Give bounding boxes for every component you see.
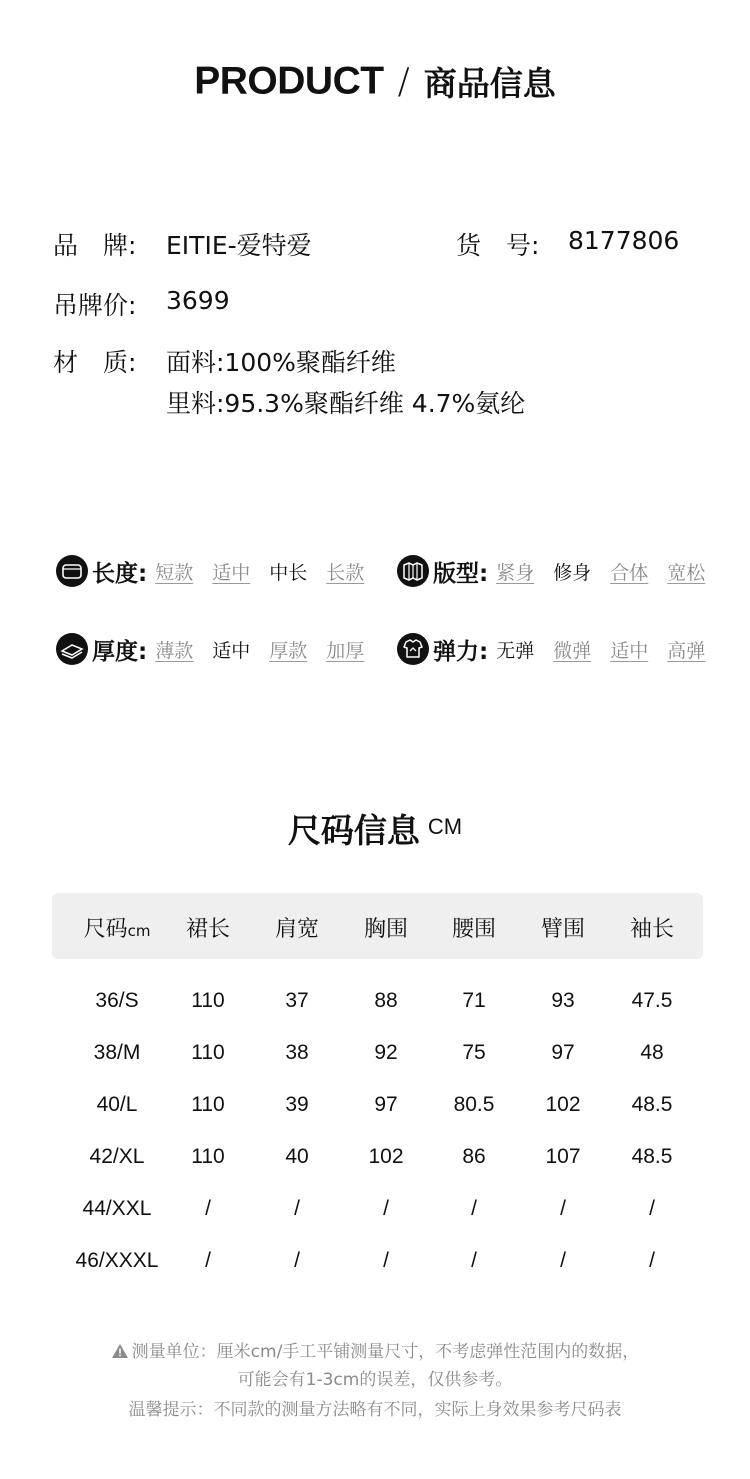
length-icon xyxy=(56,555,88,587)
cell-shoulder: 40 xyxy=(285,1145,309,1168)
size-title-unit: CM xyxy=(427,814,463,839)
brand-value: EITIE-爱特爱 xyxy=(166,231,312,260)
warm-tip: 温馨提示：不同款的测量方法略有不同，实际上身效果参考尺码表 xyxy=(128,1400,622,1420)
cell-waist: / xyxy=(471,1197,477,1220)
size-section-title xyxy=(0,805,750,852)
cell-size: 36/S xyxy=(95,989,139,1012)
length-option-medium: 适中 xyxy=(212,561,251,584)
thickness-option-medium: 适中 xyxy=(212,639,251,662)
fit-option-tight: 紧身 xyxy=(496,561,535,584)
cell-sleeve: 47.5 xyxy=(631,989,673,1012)
cell-shoulder: / xyxy=(294,1249,300,1272)
measurement-note-line2: 可能会有1-3cm的误差，仅供参考。 xyxy=(237,1370,513,1390)
cell-shoulder: / xyxy=(294,1197,300,1220)
fit-option-slim: 修身 xyxy=(553,561,592,584)
header-waist: 腰围 xyxy=(451,917,497,942)
attr-elasticity xyxy=(397,631,705,667)
cell-bust: 97 xyxy=(374,1093,398,1116)
thickness-option-thick: 厚款 xyxy=(269,639,308,662)
cell-size: 40/L xyxy=(96,1093,138,1116)
length-option-long: 长款 xyxy=(326,561,365,584)
material-lining: 里料:95.3%聚酯纤维 4.7%氨纶 xyxy=(166,389,526,418)
header-size-label: 尺码 xyxy=(83,917,128,942)
elasticity-option-slight: 微弹 xyxy=(553,639,592,662)
header-shoulder: 肩宽 xyxy=(274,917,320,942)
cell-skirt-length: 110 xyxy=(191,1041,225,1064)
cell-arm: / xyxy=(560,1249,566,1272)
title-separator: / xyxy=(397,61,410,102)
cell-bust: / xyxy=(383,1249,389,1272)
cell-bust: 88 xyxy=(374,989,398,1012)
cell-size: 38/M xyxy=(93,1041,141,1064)
cell-shoulder: 37 xyxy=(285,989,309,1012)
fit-option-regular: 合体 xyxy=(610,561,649,584)
header-arm: 臂围 xyxy=(540,917,586,942)
header-bust: 胸围 xyxy=(363,917,409,942)
title-english: PRODUCT xyxy=(194,59,384,103)
attr-thickness xyxy=(56,631,364,667)
attr-thickness-name: 厚度: xyxy=(92,638,148,665)
attr-elasticity-name: 弹力: xyxy=(433,638,489,665)
sku-label: 货 号: xyxy=(456,231,540,260)
cell-sleeve: 48 xyxy=(640,1041,664,1064)
cell-arm: 102 xyxy=(545,1093,581,1116)
thickness-option-extra-thick: 加厚 xyxy=(326,639,365,662)
elasticity-option-none: 无弹 xyxy=(496,639,535,662)
price-value: 3699 xyxy=(166,286,230,315)
cell-skirt-length: 110 xyxy=(191,1145,225,1168)
warning-icon xyxy=(111,1343,129,1359)
material-fabric: 面料:100%聚酯纤维 xyxy=(166,348,396,377)
cell-sleeve: / xyxy=(649,1197,655,1220)
cell-sleeve: 48.5 xyxy=(631,1145,673,1168)
cell-bust: 92 xyxy=(374,1041,398,1064)
cell-size: 46/XXXL xyxy=(75,1249,159,1272)
cell-shoulder: 39 xyxy=(285,1093,309,1116)
page-title xyxy=(0,58,750,105)
measurement-note xyxy=(0,1337,750,1362)
attr-fit-name: 版型: xyxy=(433,560,489,587)
elasticity-option-medium: 适中 xyxy=(610,639,649,662)
cell-waist: 86 xyxy=(462,1145,486,1168)
elasticity-option-high: 高弹 xyxy=(667,639,706,662)
title-chinese: 商品信息 xyxy=(423,64,556,103)
thickness-icon xyxy=(56,633,88,665)
cell-sleeve: 48.5 xyxy=(631,1093,673,1116)
measurement-note-line1: 测量单位：厘米cm/手工平铺测量尺寸，不考虑弹性范围内的数据， xyxy=(131,1342,640,1362)
header-sleeve: 袖长 xyxy=(629,917,675,942)
thickness-option-thin: 薄款 xyxy=(155,639,194,662)
cell-waist: 75 xyxy=(462,1041,486,1064)
cell-skirt-length: 110 xyxy=(191,989,225,1012)
size-title-text: 尺码信息 xyxy=(287,811,420,850)
attr-length xyxy=(56,553,364,589)
cell-arm: 107 xyxy=(545,1145,581,1168)
cell-arm: 97 xyxy=(551,1041,575,1064)
attr-fit xyxy=(397,553,705,589)
length-option-midlong: 中长 xyxy=(269,561,308,584)
size-table-header xyxy=(52,893,703,959)
fit-option-loose: 宽松 xyxy=(667,561,706,584)
cell-size: 44/XXL xyxy=(82,1197,152,1220)
header-skirt-length: 裙长 xyxy=(185,917,231,942)
cell-arm: / xyxy=(560,1197,566,1220)
cell-sleeve: / xyxy=(649,1249,655,1272)
cell-bust: 102 xyxy=(368,1145,404,1168)
material-label: 材 质: xyxy=(53,348,137,377)
cell-waist: / xyxy=(471,1249,477,1272)
header-size-unit: cm xyxy=(127,922,151,940)
cell-waist: 80.5 xyxy=(453,1093,495,1116)
cell-waist: 71 xyxy=(462,989,486,1012)
length-option-short: 短款 xyxy=(155,561,194,584)
cell-size: 42/XL xyxy=(89,1145,145,1168)
cell-skirt-length: / xyxy=(205,1197,211,1220)
price-label: 吊牌价: xyxy=(53,291,137,320)
fit-icon xyxy=(397,555,429,587)
sku-value: 8177806 xyxy=(568,226,680,255)
header-size xyxy=(84,912,151,943)
cell-skirt-length: / xyxy=(205,1249,211,1272)
cell-bust: / xyxy=(383,1197,389,1220)
elasticity-icon xyxy=(397,633,429,665)
attr-length-name: 长度: xyxy=(92,560,148,587)
cell-shoulder: 38 xyxy=(285,1041,309,1064)
cell-skirt-length: 110 xyxy=(191,1093,225,1116)
cell-arm: 93 xyxy=(551,989,575,1012)
brand-label: 品 牌: xyxy=(53,231,137,260)
